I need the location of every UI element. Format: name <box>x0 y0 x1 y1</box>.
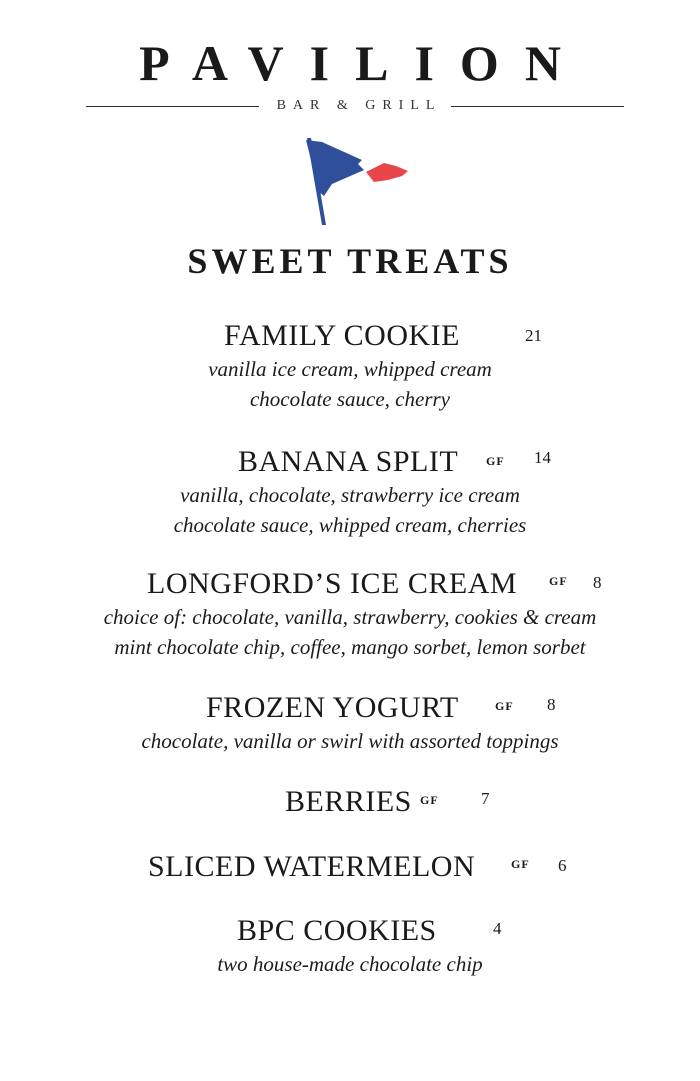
item-description: two house-made chocolate chip <box>217 952 483 976</box>
brand-subtitle: BAR & GRILL <box>276 98 442 113</box>
item-description: mint chocolate chip, coffee, mango sorbet, lemon sorbet <box>114 635 586 659</box>
item-header <box>0 444 700 480</box>
item-description: chocolate, vanilla or swirl with assorted toppings <box>141 729 559 753</box>
gluten-free-badge: GF <box>511 857 530 871</box>
item-name: BERRIES <box>285 785 412 818</box>
item-header <box>0 318 700 354</box>
item-price: 6 <box>558 856 567 875</box>
section-title: SWEET TREATS <box>187 241 513 281</box>
item-header <box>0 849 700 885</box>
item-description: chocolate sauce, whipped cream, cherries <box>173 513 527 537</box>
gluten-free-badge: GF <box>495 699 514 713</box>
item-description: choice of: chocolate, vanilla, strawberry, cookies & cream <box>103 605 597 629</box>
divider-right <box>451 106 624 107</box>
item-name: SLICED WATERMELON <box>148 850 476 883</box>
item-price: 7 <box>481 789 490 808</box>
item-description: chocolate sauce, cherry <box>249 387 450 411</box>
menu-item-bpc-cookies <box>0 913 700 979</box>
item-description: vanilla, chocolate, strawberry ice cream <box>180 483 520 507</box>
item-name: BPC COOKIES <box>237 914 437 947</box>
item-name: BANANA SPLIT <box>238 445 459 478</box>
item-name: FROZEN YOGURT <box>206 691 459 724</box>
item-header <box>0 784 700 820</box>
item-price: 4 <box>493 919 502 938</box>
flag-navy <box>306 140 364 196</box>
item-price: 14 <box>534 448 551 467</box>
menu-item-family-cookie <box>0 318 700 414</box>
item-price: 21 <box>525 326 542 345</box>
gluten-free-badge: GF <box>420 793 439 807</box>
divider-left <box>86 106 259 107</box>
menu-item-berries <box>0 784 700 820</box>
item-header <box>0 690 700 726</box>
gluten-free-badge: GF <box>549 574 568 588</box>
brand-name: PAVILION <box>139 35 587 91</box>
menu-item-frozen-yogurt <box>0 690 700 756</box>
item-name: FAMILY COOKIE <box>224 319 460 352</box>
item-header <box>0 566 700 602</box>
item-price: 8 <box>547 695 556 714</box>
flag-red <box>366 163 408 182</box>
pennant-flag-icon <box>300 136 412 228</box>
item-header <box>0 913 700 949</box>
item-name: LONGFORD’S ICE CREAM <box>147 567 518 600</box>
menu-item-sliced-watermelon <box>0 849 700 885</box>
menu-item-longfords-ice-cream <box>0 566 700 662</box>
item-price: 8 <box>593 573 602 592</box>
gluten-free-badge: GF <box>486 454 505 468</box>
item-description: vanilla ice cream, whipped cream <box>208 357 492 381</box>
brand-subtitle-row <box>86 96 624 116</box>
menu-item-banana-split <box>0 444 700 540</box>
